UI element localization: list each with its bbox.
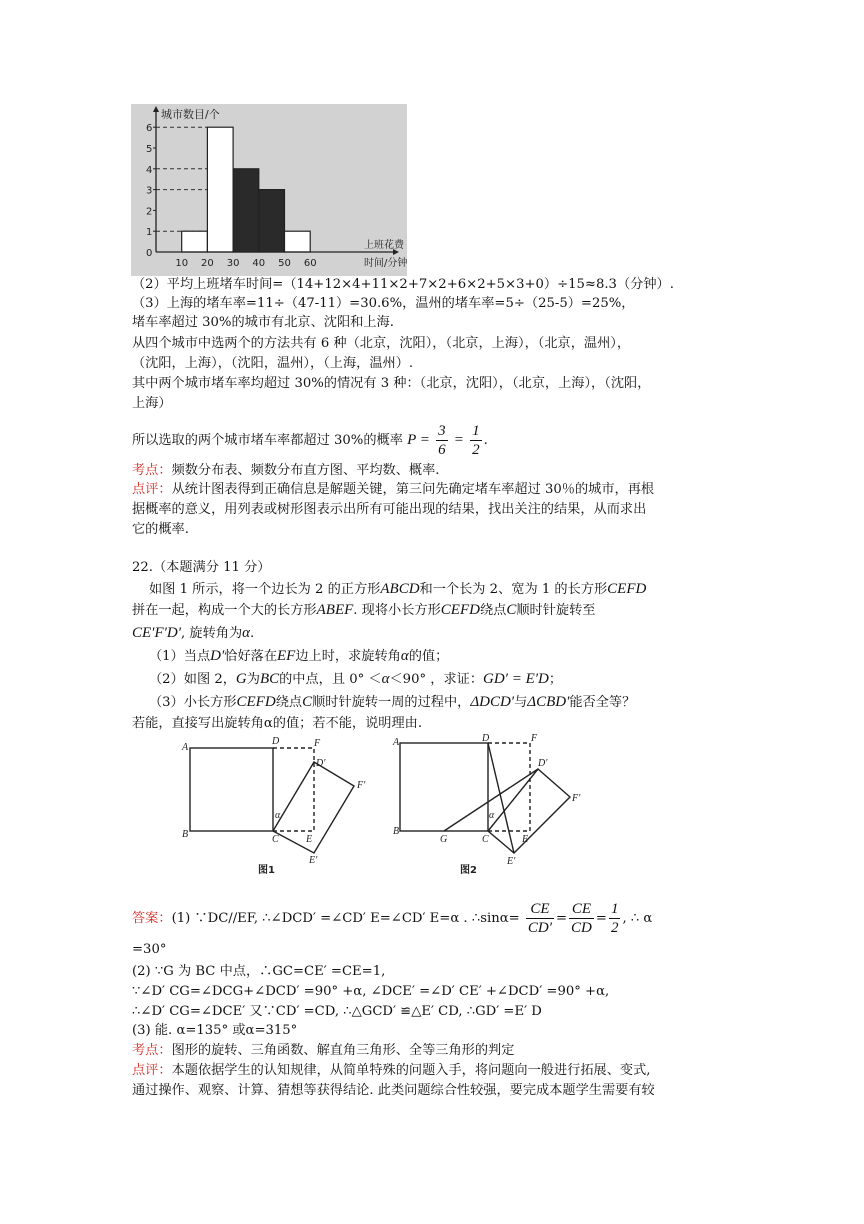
text: （2）如图 2，	[149, 672, 236, 687]
label-f-prime: F′	[357, 780, 366, 791]
p22-stem-3	[132, 624, 254, 643]
p21-line-7: 其中两个城市堵车率均超过 30%的情况有 3 种：（北京，沈阳），（北京，上海），（沈阳，	[132, 376, 651, 391]
equals-sign: =	[595, 911, 607, 926]
math-cefd: CEFD	[236, 694, 276, 710]
segment-gd-prime	[444, 769, 538, 831]
label-g: G	[440, 834, 448, 845]
label-d-prime: D′	[538, 758, 548, 769]
p22-answer-1-cont: =30°	[132, 942, 167, 957]
y-axis-label: 城市数目/个	[161, 108, 220, 121]
text: 恰好落在	[224, 649, 278, 664]
p22-answer-1	[132, 898, 652, 940]
dianping-label: 点评：	[132, 482, 172, 497]
p22-question-3	[149, 693, 635, 712]
frac-num: 3	[438, 423, 446, 439]
kaodian-text: 图形的旋转、三角函数、解直角三角形、全等三角形的判定	[171, 1043, 515, 1058]
p22-dianping-2: 通过操作、观察、计算、猜想等获得结论. 此类问题综合性较强，要完成本题学生需要有较	[132, 1083, 655, 1098]
frac-num: CE	[526, 900, 554, 919]
frac-den: CD	[571, 920, 592, 936]
p22-kaodian	[132, 1042, 514, 1060]
frac-den: CD′	[527, 920, 552, 936]
text: 边上时，求旋转角	[295, 649, 401, 664]
p21-line-4: 堵车率超过 30%的城市有北京、沈阳和上海.	[132, 315, 394, 330]
label-f: F	[314, 738, 321, 749]
x-tick-label: 30	[226, 258, 240, 269]
x-tick-label: 50	[278, 258, 291, 269]
figure-2-caption: 图2	[460, 865, 477, 876]
histogram-bar	[259, 190, 285, 252]
label-e: E	[306, 834, 313, 845]
answer-text-end: , ∴ α	[622, 911, 653, 926]
p22-answer-2b: ∵∠D′ CG=∠DCG+∠DCD′ =90° +α, ∠DCE′ =∠D′ CE′ +∠DCD′ =90° +α,	[132, 984, 610, 999]
p21-dianping-3: 它的概率.	[132, 522, 189, 537]
equals-sign: =	[555, 911, 568, 926]
text: 的值；	[408, 649, 449, 664]
histogram-chart	[131, 104, 407, 276]
text: 绕点	[479, 603, 507, 618]
math-abef: ABEF	[316, 602, 354, 618]
period: .	[483, 433, 488, 448]
y-tick-label: 2	[146, 206, 153, 218]
text: 拼在一起，构成一个大的长方形	[132, 603, 317, 618]
histogram-bar	[285, 231, 311, 252]
label-alpha: α	[489, 810, 495, 821]
x-axis-label-line2: 时间/分钟	[364, 258, 407, 269]
p21-line-6: （沈阳，上海），（沈阳，温州），（上海，温州）.	[132, 356, 414, 371]
figure-2-diagram	[390, 733, 600, 878]
p22-answer-3: (3) 能. α=135° 或α=315°	[132, 1023, 298, 1038]
math-cefd: CEFD	[440, 602, 480, 618]
p22-heading: 22.（本题满分 11 分）	[132, 560, 271, 575]
math-cefd-prime: CE′F′D′	[132, 625, 182, 641]
text: （3）小长方形	[149, 695, 237, 710]
kaodian-label: 考点：	[132, 1043, 172, 1058]
y-tick-label: 1	[146, 227, 153, 239]
answer-text: (1) ∵DC//EF, ∴∠DCD′ =∠CD′ E=∠CD′ E=α . ∴sinα=	[171, 911, 520, 926]
label-b: B	[393, 826, 400, 837]
segment-de-prime	[488, 743, 514, 853]
math-alpha: α	[242, 625, 251, 641]
histogram-bar	[207, 127, 233, 252]
histogram-panel	[131, 104, 407, 276]
figure-1-caption: 图1	[258, 865, 275, 876]
square-abcd	[190, 748, 273, 831]
label-e: E	[522, 834, 529, 845]
label-d-prime: D′	[316, 758, 326, 769]
p21-prob-symbol: P =	[407, 432, 430, 448]
p21-dianping-1	[132, 481, 654, 499]
dianping-text: 从统计图表得到正确信息是解题关键，第三问先确定堵车率超过 30％的城市，再根	[171, 482, 655, 497]
label-a: A	[393, 737, 400, 748]
math-bc: BC	[259, 671, 280, 687]
frac-num: 1	[472, 423, 480, 439]
origin-label: 0	[146, 248, 153, 259]
p21-line-3: （3）上海的堵车率=11÷（47-11）=30.6%，温州的堵车率=5÷（25-5）=25%，	[132, 296, 635, 311]
text: （1）当点	[149, 649, 211, 664]
math-alpha: α	[400, 648, 409, 664]
p22-question-1	[149, 647, 448, 666]
math-triangle-dcd: ΔDCD′	[470, 694, 515, 710]
frac-den: 2	[610, 920, 619, 936]
fraction-ce-cd-prime	[526, 900, 554, 937]
fraction-1-2	[609, 900, 621, 937]
label-f-prime: F′	[572, 793, 581, 804]
p21-line-8: 上海）	[132, 396, 172, 411]
label-c: C	[482, 834, 489, 845]
text: 为	[246, 672, 260, 687]
kaodian-text: 频数分布表、频数分布直方图、平均数、概率.	[171, 463, 440, 478]
dianping-label: 点评：	[132, 1063, 172, 1078]
x-tick-label: 60	[303, 258, 317, 269]
math-gd-ed: GD′ = E′D	[483, 671, 549, 687]
fraction-ce-cd	[569, 900, 594, 937]
fraction-3-6	[436, 422, 448, 459]
histogram-bar	[233, 169, 259, 252]
p22-stem-1	[149, 580, 646, 599]
label-d: D	[272, 736, 280, 747]
label-c: C	[272, 834, 279, 845]
text: 与	[514, 695, 528, 710]
frac-den: 2	[472, 442, 480, 458]
text: 如图 1 所示，将一个边长为 2 的正方形	[149, 582, 381, 597]
text: 顺时针旋转一周的过程中，	[312, 695, 471, 710]
label-e-prime: E′	[309, 855, 318, 866]
y-tick-label: 5	[146, 144, 153, 155]
y-tick-label: 3	[146, 185, 153, 197]
text: 顺时针旋转至	[516, 603, 596, 618]
label-e-prime: E′	[507, 856, 516, 867]
y-axis-arrow	[153, 106, 159, 112]
text: ；	[548, 672, 563, 687]
text: .	[250, 626, 255, 641]
text: , 旋转角为	[181, 626, 243, 641]
p22-answer-2a: (2) ∵G 为 BC 中点，∴GC=CE′ =CE=1,	[132, 964, 386, 979]
equals-sign: =	[453, 432, 464, 448]
p22-stem-2	[132, 601, 595, 620]
x-tick-label: 20	[201, 258, 214, 269]
figure-1-diagram	[176, 736, 376, 876]
p21-probability-line	[132, 418, 488, 462]
y-tick-label: 6	[146, 123, 153, 135]
math-c: C	[302, 694, 313, 710]
histogram-bar	[182, 231, 208, 252]
math-d-prime: D′	[210, 648, 225, 664]
frac-den: 6	[438, 442, 446, 458]
math-ef: EF	[277, 648, 296, 664]
p21-kaodian	[132, 462, 440, 480]
x-tick-label: 40	[252, 258, 266, 269]
frac-num: CE	[569, 900, 594, 919]
math-abcd: ABCD	[380, 581, 420, 597]
p22-question-3-cont: 若能，直接写出旋转角α的值；若不能，说明理由.	[132, 716, 423, 731]
text: 绕点	[275, 695, 303, 710]
label-a: A	[182, 742, 189, 753]
text: . 现将小长方形	[353, 603, 441, 618]
label-alpha: α	[275, 810, 281, 821]
label-d: D	[482, 733, 490, 744]
text: 和一个长为 2、宽为 1 的长方形	[419, 582, 608, 597]
p21-dianping-2: 据概率的意义，用列表或树形图表示出所有可能出现的结果，找出关注的结果，从而求出	[132, 502, 647, 517]
x-axis-label-line1: 上班花费	[364, 240, 404, 251]
frac-num: 1	[610, 901, 619, 917]
x-tick-label: 10	[175, 258, 189, 269]
rect-rotated	[488, 769, 570, 853]
p21-prob-text: 所以选取的两个城市堵车率都超过 30%的概率	[132, 433, 403, 448]
text: ＜90° ，求证：	[389, 672, 484, 687]
p22-question-2	[149, 670, 562, 689]
math-triangle-cbd: ΔCBD′	[527, 694, 570, 710]
fraction-1-2	[470, 422, 482, 459]
text: 的中点，且 0° ＜	[279, 672, 382, 687]
label-b: B	[182, 829, 189, 840]
math-alpha: α	[381, 671, 390, 687]
math-c: C	[506, 602, 517, 618]
text: 能否全等？	[569, 695, 636, 710]
square-abcd	[400, 743, 488, 831]
p21-line-5: 从四个城市中选两个的方法共有 6 种（北京，沈阳），（北京，上海），（北京，温州），	[132, 336, 631, 351]
dianping-text: 本题依据学生的认知规律，从简单特殊的问题入手，将问题向一般进行拓展、变式,	[171, 1063, 651, 1078]
label-f: F	[531, 733, 538, 744]
math-cefd: CEFD	[607, 581, 647, 597]
y-tick-label: 4	[146, 164, 153, 176]
p22-dianping-1	[132, 1062, 651, 1080]
answer-label: 答案：	[132, 911, 172, 926]
p21-line-2: （2）平均上班堵车时间=（14+12×4+11×2+7×2+6×2+5×3+0）÷15≈8.3（分钟）.	[132, 277, 674, 292]
kaodian-label: 考点：	[132, 463, 172, 478]
p22-answer-2c: ∴∠D′ CG=∠DCE′ 又∵CD′ =CD, ∴△GCD′ ≌△E′ CD, ∴GD′ =E′ D	[132, 1004, 542, 1019]
math-g: G	[235, 671, 247, 687]
